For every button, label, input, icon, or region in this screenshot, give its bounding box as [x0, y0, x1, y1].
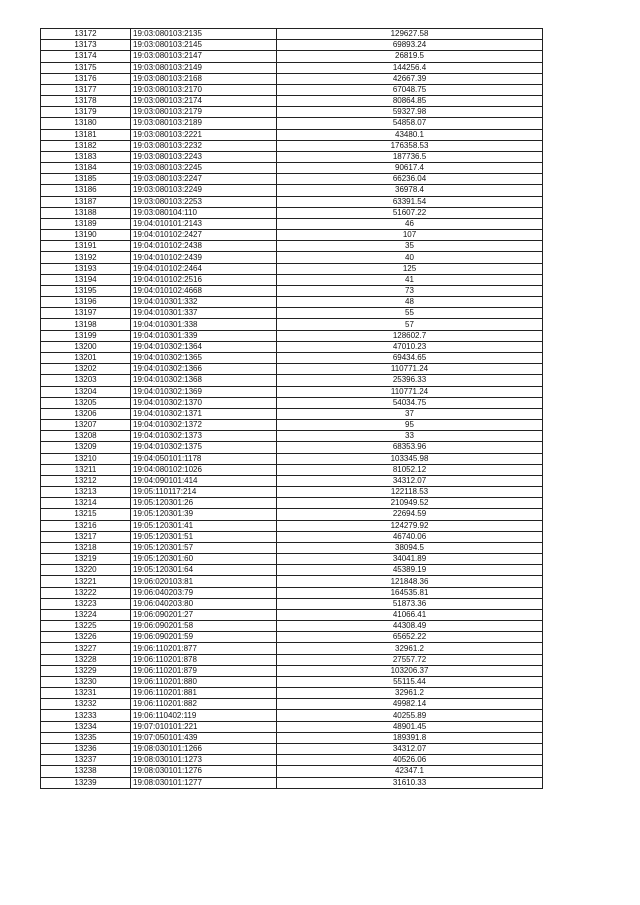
table-row [41, 621, 543, 632]
cadastral-number-cell: 19:04:010302:1375 [131, 442, 277, 453]
value-cell: 57 [277, 319, 543, 330]
value-cell: 210949.52 [277, 498, 543, 509]
value-cell: 55 [277, 308, 543, 319]
table-row [41, 420, 543, 431]
table-row [41, 408, 543, 419]
table-row [41, 196, 543, 207]
row-number-cell: 13187 [41, 196, 131, 207]
row-number-cell: 13183 [41, 151, 131, 162]
value-cell: 176358.53 [277, 140, 543, 151]
table-row [41, 688, 543, 699]
table-row [41, 118, 543, 129]
cadastral-number-cell: 19:03:080103:2221 [131, 129, 277, 140]
cadastral-number-cell: 19:03:080103:2174 [131, 96, 277, 107]
cadastral-number-cell: 19:05:120301:26 [131, 498, 277, 509]
cadastral-number-cell: 19:04:010102:2427 [131, 230, 277, 241]
cadastral-number-cell: 19:05:120301:60 [131, 554, 277, 565]
table-row [41, 464, 543, 475]
value-cell: 103345.98 [277, 453, 543, 464]
row-number-cell: 13214 [41, 498, 131, 509]
table-row [41, 73, 543, 84]
row-number-cell: 13225 [41, 621, 131, 632]
row-number-cell: 13194 [41, 274, 131, 285]
value-cell: 34041.89 [277, 554, 543, 565]
cadastral-number-cell: 19:03:080103:2232 [131, 140, 277, 151]
row-number-cell: 13205 [41, 397, 131, 408]
table-row [41, 587, 543, 598]
row-number-cell: 13172 [41, 29, 131, 40]
table-row [41, 397, 543, 408]
value-cell: 65652.22 [277, 632, 543, 643]
value-cell: 26819.5 [277, 51, 543, 62]
value-cell: 66236.04 [277, 174, 543, 185]
cadastral-number-cell: 19:06:040203:80 [131, 598, 277, 609]
row-number-cell: 13212 [41, 475, 131, 486]
value-cell: 27557.72 [277, 654, 543, 665]
cadastral-number-cell: 19:04:010302:1366 [131, 364, 277, 375]
cadastral-number-cell: 19:04:010302:1365 [131, 352, 277, 363]
row-number-cell: 13175 [41, 62, 131, 73]
table-row [41, 218, 543, 229]
cadastral-number-cell: 19:03:080103:2149 [131, 62, 277, 73]
row-number-cell: 13218 [41, 542, 131, 553]
table-row [41, 185, 543, 196]
table-row [41, 766, 543, 777]
table-row [41, 140, 543, 151]
table-row [41, 107, 543, 118]
value-cell: 110771.24 [277, 386, 543, 397]
table-row [41, 699, 543, 710]
row-number-cell: 13215 [41, 509, 131, 520]
table-row [41, 129, 543, 140]
cadastral-number-cell: 19:06:110201:879 [131, 665, 277, 676]
cadastral-number-cell: 19:06:040203:79 [131, 587, 277, 598]
value-cell: 189391.8 [277, 732, 543, 743]
row-number-cell: 13173 [41, 40, 131, 51]
row-number-cell: 13185 [41, 174, 131, 185]
row-number-cell: 13195 [41, 285, 131, 296]
row-number-cell: 13222 [41, 587, 131, 598]
cadastral-number-cell: 19:06:110201:881 [131, 688, 277, 699]
value-cell: 25396.33 [277, 375, 543, 386]
cadastral-number-cell: 19:06:110201:882 [131, 699, 277, 710]
table-row [41, 151, 543, 162]
table-row [41, 96, 543, 107]
value-cell: 164535.81 [277, 587, 543, 598]
row-number-cell: 13234 [41, 721, 131, 732]
value-cell: 67048.75 [277, 84, 543, 95]
table-row [41, 632, 543, 643]
row-number-cell: 13210 [41, 453, 131, 464]
table-row [41, 29, 543, 40]
row-number-cell: 13177 [41, 84, 131, 95]
table-row [41, 520, 543, 531]
row-number-cell: 13219 [41, 554, 131, 565]
cadastral-number-cell: 19:03:080103:2145 [131, 40, 277, 51]
value-cell: 46 [277, 218, 543, 229]
cadastral-number-cell: 19:04:010101:2143 [131, 218, 277, 229]
cadastral-number-cell: 19:08:030101:1266 [131, 744, 277, 755]
table-row [41, 598, 543, 609]
value-cell: 42667.39 [277, 73, 543, 84]
table-body [41, 29, 543, 789]
table-row [41, 84, 543, 95]
row-number-cell: 13189 [41, 218, 131, 229]
row-number-cell: 13220 [41, 565, 131, 576]
table-row [41, 241, 543, 252]
cadastral-number-cell: 19:05:120301:64 [131, 565, 277, 576]
table-row [41, 40, 543, 51]
value-cell: 45389.19 [277, 565, 543, 576]
cadastral-number-cell: 19:04:010301:338 [131, 319, 277, 330]
value-cell: 81052.12 [277, 464, 543, 475]
cadastral-number-cell: 19:03:080103:2243 [131, 151, 277, 162]
table-row [41, 531, 543, 542]
table-row [41, 297, 543, 308]
table-row [41, 475, 543, 486]
row-number-cell: 13180 [41, 118, 131, 129]
row-number-cell: 13232 [41, 699, 131, 710]
row-number-cell: 13206 [41, 408, 131, 419]
cadastral-number-cell: 19:04:010301:332 [131, 297, 277, 308]
value-cell: 44308.49 [277, 621, 543, 632]
value-cell: 32961.2 [277, 688, 543, 699]
value-cell: 128602.7 [277, 330, 543, 341]
cadastral-number-cell: 19:06:020103:81 [131, 576, 277, 587]
table-row [41, 431, 543, 442]
cadastral-number-cell: 19:05:120301:41 [131, 520, 277, 531]
cadastral-number-cell: 19:07:050101:439 [131, 732, 277, 743]
value-cell: 22694.59 [277, 509, 543, 520]
cadastral-number-cell: 19:03:080103:2179 [131, 107, 277, 118]
value-cell: 187736.5 [277, 151, 543, 162]
row-number-cell: 13193 [41, 263, 131, 274]
row-number-cell: 13201 [41, 352, 131, 363]
value-cell: 40 [277, 252, 543, 263]
value-cell: 63391.54 [277, 196, 543, 207]
table-row [41, 453, 543, 464]
cadastral-number-cell: 19:04:010302:1364 [131, 341, 277, 352]
table-row [41, 230, 543, 241]
cadastral-number-cell: 19:05:120301:57 [131, 542, 277, 553]
value-cell: 73 [277, 285, 543, 296]
row-number-cell: 13192 [41, 252, 131, 263]
value-cell: 41 [277, 274, 543, 285]
cadastral-number-cell: 19:03:080103:2168 [131, 73, 277, 84]
row-number-cell: 13230 [41, 676, 131, 687]
value-cell: 124279.92 [277, 520, 543, 531]
cadastral-number-cell: 19:06:110201:880 [131, 676, 277, 687]
value-cell: 34312.07 [277, 744, 543, 755]
cadastral-number-cell: 19:03:080104:110 [131, 207, 277, 218]
row-number-cell: 13186 [41, 185, 131, 196]
value-cell: 33 [277, 431, 543, 442]
table-row [41, 352, 543, 363]
row-number-cell: 13233 [41, 710, 131, 721]
value-cell: 48901.45 [277, 721, 543, 732]
value-cell: 51607.22 [277, 207, 543, 218]
row-number-cell: 13237 [41, 755, 131, 766]
table-row [41, 386, 543, 397]
table-row [41, 163, 543, 174]
table-row [41, 263, 543, 274]
row-number-cell: 13202 [41, 364, 131, 375]
cadastral-number-cell: 19:04:090101:414 [131, 475, 277, 486]
table-row [41, 777, 543, 788]
row-number-cell: 13196 [41, 297, 131, 308]
value-cell: 37 [277, 408, 543, 419]
cadastral-number-cell: 19:07:010101:221 [131, 721, 277, 732]
cadastral-number-cell: 19:03:080103:2245 [131, 163, 277, 174]
cadastral-number-cell: 19:05:120301:39 [131, 509, 277, 520]
value-cell: 34312.07 [277, 475, 543, 486]
row-number-cell: 13208 [41, 431, 131, 442]
cadastral-number-cell: 19:04:010102:4668 [131, 285, 277, 296]
table-row [41, 341, 543, 352]
cadastral-number-cell: 19:03:080103:2189 [131, 118, 277, 129]
table-row [41, 252, 543, 263]
value-cell: 121848.36 [277, 576, 543, 587]
table-row [41, 654, 543, 665]
cadastral-number-cell: 19:04:010302:1371 [131, 408, 277, 419]
row-number-cell: 13224 [41, 609, 131, 620]
cadastral-number-cell: 19:06:110402:119 [131, 710, 277, 721]
row-number-cell: 13223 [41, 598, 131, 609]
cadastral-number-cell: 19:04:010302:1373 [131, 431, 277, 442]
table-row [41, 442, 543, 453]
value-cell: 46740.06 [277, 531, 543, 542]
cadastral-number-cell: 19:08:030101:1273 [131, 755, 277, 766]
row-number-cell: 13198 [41, 319, 131, 330]
value-cell: 90617.4 [277, 163, 543, 174]
cadastral-number-cell: 19:04:010102:2464 [131, 263, 277, 274]
cadastral-number-cell: 19:04:010302:1369 [131, 386, 277, 397]
table-row [41, 207, 543, 218]
row-number-cell: 13239 [41, 777, 131, 788]
table-row [41, 375, 543, 386]
table-row [41, 274, 543, 285]
cadastral-number-cell: 19:06:110201:877 [131, 643, 277, 654]
table-row [41, 609, 543, 620]
value-cell: 122118.53 [277, 487, 543, 498]
row-number-cell: 13207 [41, 420, 131, 431]
cadastral-number-cell: 19:03:080103:2147 [131, 51, 277, 62]
value-cell: 31610.33 [277, 777, 543, 788]
row-number-cell: 13191 [41, 241, 131, 252]
cadastral-number-cell: 19:03:080103:2135 [131, 29, 277, 40]
cadastral-number-cell: 19:04:010301:339 [131, 330, 277, 341]
row-number-cell: 13204 [41, 386, 131, 397]
row-number-cell: 13213 [41, 487, 131, 498]
table-row [41, 509, 543, 520]
row-number-cell: 13227 [41, 643, 131, 654]
cadastral-number-cell: 19:03:080103:2247 [131, 174, 277, 185]
table-row [41, 62, 543, 73]
cadastral-number-cell: 19:03:080103:2170 [131, 84, 277, 95]
value-cell: 59327.98 [277, 107, 543, 118]
table-row [41, 308, 543, 319]
value-cell: 95 [277, 420, 543, 431]
value-cell: 47010.23 [277, 341, 543, 352]
row-number-cell: 13174 [41, 51, 131, 62]
row-number-cell: 13217 [41, 531, 131, 542]
value-cell: 35 [277, 241, 543, 252]
value-cell: 129627.58 [277, 29, 543, 40]
cadastral-number-cell: 19:03:080103:2253 [131, 196, 277, 207]
value-cell: 36978.4 [277, 185, 543, 196]
value-cell: 48 [277, 297, 543, 308]
value-cell: 43480.1 [277, 129, 543, 140]
row-number-cell: 13199 [41, 330, 131, 341]
table-row [41, 744, 543, 755]
table-row [41, 554, 543, 565]
row-number-cell: 13203 [41, 375, 131, 386]
row-number-cell: 13211 [41, 464, 131, 475]
value-cell: 107 [277, 230, 543, 241]
row-number-cell: 13176 [41, 73, 131, 84]
table-row [41, 285, 543, 296]
table-row [41, 319, 543, 330]
table-row [41, 665, 543, 676]
cadastral-number-cell: 19:04:010102:2439 [131, 252, 277, 263]
row-number-cell: 13235 [41, 732, 131, 743]
data-table [40, 28, 543, 789]
row-number-cell: 13226 [41, 632, 131, 643]
cadastral-number-cell: 19:04:010302:1368 [131, 375, 277, 386]
table-row [41, 330, 543, 341]
value-cell: 68353.96 [277, 442, 543, 453]
value-cell: 40526.06 [277, 755, 543, 766]
value-cell: 55115.44 [277, 676, 543, 687]
value-cell: 54034.75 [277, 397, 543, 408]
row-number-cell: 13229 [41, 665, 131, 676]
cadastral-number-cell: 19:06:090201:59 [131, 632, 277, 643]
value-cell: 103206.37 [277, 665, 543, 676]
value-cell: 49982.14 [277, 699, 543, 710]
row-number-cell: 13188 [41, 207, 131, 218]
value-cell: 41066.41 [277, 609, 543, 620]
value-cell: 38094.5 [277, 542, 543, 553]
row-number-cell: 13179 [41, 107, 131, 118]
row-number-cell: 13181 [41, 129, 131, 140]
table-row [41, 542, 543, 553]
row-number-cell: 13238 [41, 766, 131, 777]
cadastral-number-cell: 19:04:010102:2516 [131, 274, 277, 285]
cadastral-number-cell: 19:04:010302:1370 [131, 397, 277, 408]
cadastral-number-cell: 19:06:110201:878 [131, 654, 277, 665]
table-row [41, 364, 543, 375]
table-row [41, 576, 543, 587]
cadastral-number-cell: 19:06:090201:27 [131, 609, 277, 620]
row-number-cell: 13216 [41, 520, 131, 531]
row-number-cell: 13209 [41, 442, 131, 453]
value-cell: 125 [277, 263, 543, 274]
cadastral-number-cell: 19:03:080103:2249 [131, 185, 277, 196]
cadastral-number-cell: 19:05:120301:51 [131, 531, 277, 542]
cadastral-number-cell: 19:04:010301:337 [131, 308, 277, 319]
row-number-cell: 13228 [41, 654, 131, 665]
value-cell: 110771.24 [277, 364, 543, 375]
cadastral-number-cell: 19:04:010102:2438 [131, 241, 277, 252]
table-row [41, 487, 543, 498]
value-cell: 69434.65 [277, 352, 543, 363]
row-number-cell: 13221 [41, 576, 131, 587]
table-row [41, 710, 543, 721]
row-number-cell: 13178 [41, 96, 131, 107]
value-cell: 80864.85 [277, 96, 543, 107]
table-row [41, 565, 543, 576]
cadastral-number-cell: 19:04:050101:1178 [131, 453, 277, 464]
row-number-cell: 13200 [41, 341, 131, 352]
row-number-cell: 13197 [41, 308, 131, 319]
value-cell: 32961.2 [277, 643, 543, 654]
table-row [41, 643, 543, 654]
row-number-cell: 13182 [41, 140, 131, 151]
table-row [41, 676, 543, 687]
table-row [41, 721, 543, 732]
row-number-cell: 13236 [41, 744, 131, 755]
value-cell: 144256.4 [277, 62, 543, 73]
value-cell: 40255.89 [277, 710, 543, 721]
value-cell: 69893.24 [277, 40, 543, 51]
value-cell: 54858.07 [277, 118, 543, 129]
cadastral-number-cell: 19:08:030101:1276 [131, 766, 277, 777]
cadastral-number-cell: 19:04:010302:1372 [131, 420, 277, 431]
row-number-cell: 13190 [41, 230, 131, 241]
row-number-cell: 13184 [41, 163, 131, 174]
value-cell: 42347.1 [277, 766, 543, 777]
table-row [41, 498, 543, 509]
table-row [41, 755, 543, 766]
row-number-cell: 13231 [41, 688, 131, 699]
cadastral-number-cell: 19:05:110117:214 [131, 487, 277, 498]
table-row [41, 174, 543, 185]
table-row [41, 51, 543, 62]
cadastral-number-cell: 19:08:030101:1277 [131, 777, 277, 788]
value-cell: 51873.36 [277, 598, 543, 609]
table-row [41, 732, 543, 743]
cadastral-number-cell: 19:04:080102:1026 [131, 464, 277, 475]
cadastral-number-cell: 19:06:090201:58 [131, 621, 277, 632]
